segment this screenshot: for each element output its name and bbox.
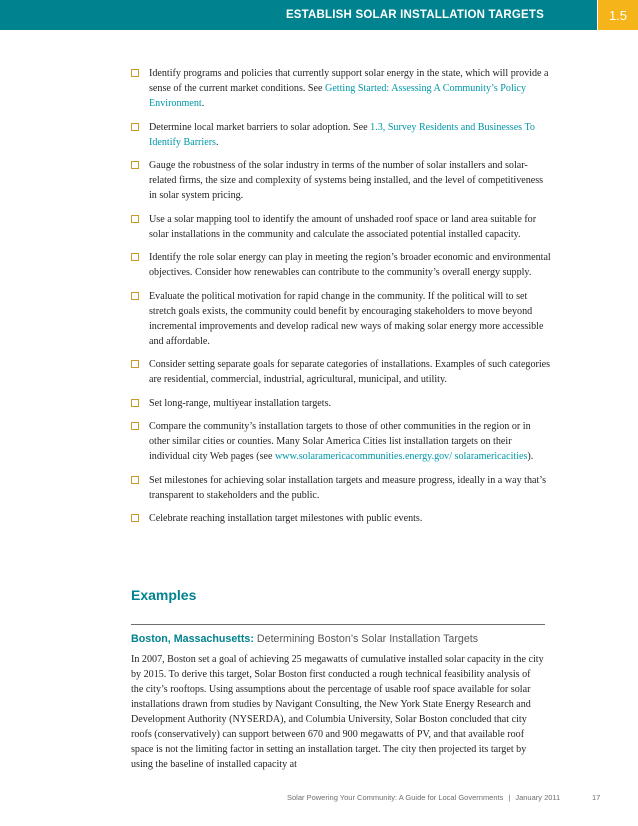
checklist-item [131, 396, 551, 411]
checklist-item-label: Compare the community’s installation targets to those of other communities in the region or in other similar cities or counties. Many Solar America Cities list installation targets on their individual city Web pages (see [149, 421, 531, 462]
example-city: Boston, Massachusetts: [131, 633, 254, 645]
checklist-item-label: Celebrate reaching installation target milestones with public events. [149, 513, 423, 524]
checklist-item [131, 357, 551, 387]
checklist-item-label: Set long-range, multiyear installation targets. [149, 397, 332, 409]
section-divider [131, 624, 545, 625]
examples-heading: Examples [131, 587, 197, 603]
checklist-item [131, 66, 551, 111]
checklist-item-label: Identify programs and policies that currently support solar energy in the state, which will provide a sense of the current market conditions. See [149, 68, 549, 94]
section-number-badge: 1.5 [598, 0, 638, 30]
checklist-item [131, 212, 551, 242]
reference-link[interactable]: www.solaramericacommunities.energy.gov/ solaramericacities [274, 451, 528, 462]
footer-separator: | [508, 793, 511, 802]
checklist-item-punctuation: . [216, 136, 219, 148]
checklist-item-punctuation: . [201, 98, 205, 109]
checklist-item-text [149, 357, 551, 387]
checklist-item-label: Determine local market barriers to solar adoption. See [149, 121, 371, 133]
checklist-item [131, 419, 551, 464]
footer-date: January 2011 [515, 793, 561, 802]
checklist-item-label: Identify the role solar energy can play in meeting the region’s broader economic and environmental objectives. Consider how renewables can contribute to the community’s overall energy supply. [149, 252, 551, 278]
checklist-item-text [149, 250, 551, 280]
checklist-item [131, 158, 551, 203]
checklist-item [131, 473, 551, 503]
page-number: 17 [592, 793, 601, 802]
checkbox-icon[interactable] [131, 161, 139, 169]
checkbox-icon[interactable] [131, 422, 139, 430]
checklist-item [131, 120, 551, 150]
checklist [131, 66, 551, 535]
checklist-item-text [149, 511, 551, 526]
checklist-item-label: Use a solar mapping tool to identify the amount of unshaded roof space or land area suitable for solar installations in the community and calculate the associated potential installed capacity. [149, 213, 537, 240]
reference-link[interactable]: 1.3, Survey Residents and Businesses To Identify Barriers [149, 121, 535, 148]
checkbox-icon[interactable] [131, 360, 139, 368]
checklist-item [131, 250, 551, 280]
checklist-item-text [149, 289, 551, 349]
checklist-item-label: Consider setting separate goals for separate categories of installations. Examples of such categories are residential, commercial, industrial, agricultural, municipal, and utility. [149, 359, 551, 385]
checkbox-icon[interactable] [131, 399, 139, 407]
checkbox-icon[interactable] [131, 253, 139, 261]
checklist-item [131, 289, 551, 349]
example-body-text: In 2007, Boston set a goal of achieving 25 megawatts of cumulative installed solar capacity in the city by 2015. To derive this target, Solar Boston first conducted a rough technical feasibility analysis of the city’s rooftops. Using assumptions about the percentage of usable roof space available for solar installations drawn from studies by Navigant Consulting, the New York State Energy Research and Development Authority (NYSERDA), and Columbia University, Solar Boston concluded that city roofs (conservatively) can support between 670 and 900 megawatts of PV, and that available roof space is not the limiting factor in setting an installation target. The city then projected its target by using the baseline of installed capacity at [131, 654, 544, 770]
header-title: ESTABLISH SOLAR INSTALLATION TARGETS [285, 9, 544, 21]
checkbox-icon[interactable] [131, 215, 139, 223]
checklist-item-text [149, 419, 551, 464]
checklist-item-label: Evaluate the political motivation for rapid change in the community. If the political will to set stretch goals exists, the community could benefit by encouraging stakeholders to move beyond incremental improvements and develop radical new ways of making solar energy more accessible and affordable. [149, 290, 544, 347]
checklist-item-text [149, 212, 551, 242]
checklist-item-label: Gauge the robustness of the solar industry in terms of the number of solar installers and solar-related firms, the size and complexity of systems being installed, and the level of competitiveness in solar system pricing. [149, 160, 544, 201]
checklist-item-text [149, 66, 551, 111]
reference-link[interactable]: Getting Started: Assessing A Community’s Policy Environment [149, 83, 527, 109]
example-title [131, 632, 478, 646]
checklist-item-punctuation: ). [527, 451, 534, 462]
checklist-item-text [149, 473, 551, 503]
checkbox-icon[interactable] [131, 123, 139, 131]
checklist-item [131, 511, 551, 526]
checklist-item-label: Set milestones for achieving solar installation targets and measure progress, ideally in a way that’s transparent to stakeholders and the public. [149, 474, 547, 501]
checkbox-icon[interactable] [131, 514, 139, 522]
checkbox-icon[interactable] [131, 69, 139, 77]
checklist-item-text [149, 120, 551, 150]
checklist-item-text [149, 158, 551, 203]
checkbox-icon[interactable] [131, 476, 139, 484]
example-subtitle: Determining Boston’s Solar Installation Targets [256, 633, 479, 645]
checklist-item-text [149, 396, 551, 411]
footer-publication: Solar Powering Your Community: A Guide for Local Governments [287, 793, 504, 802]
footer-citation [287, 793, 560, 802]
checkbox-icon[interactable] [131, 292, 139, 300]
